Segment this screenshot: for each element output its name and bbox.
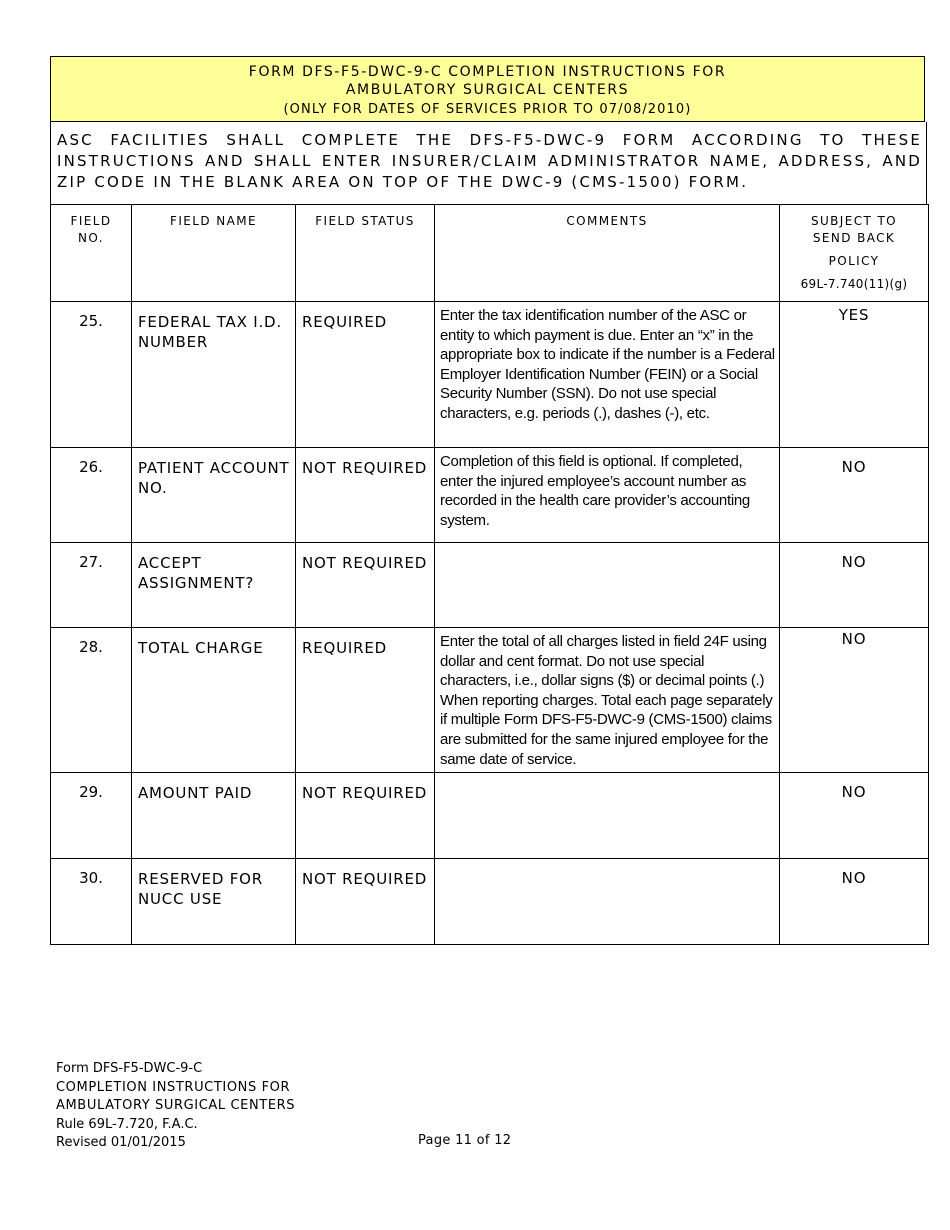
field-comment	[435, 859, 780, 945]
footer-line3: AMBULATORY SURGICAL CENTERS	[56, 1098, 296, 1114]
header-field-name: FIELD NAME	[132, 205, 296, 302]
field-name: TOTAL CHARGE	[132, 628, 296, 773]
header-field-no-line2: NO.	[78, 231, 104, 245]
header-subject-line1: SUBJECT TO	[810, 214, 898, 228]
field-comment: Enter the total of all charges listed in field 24F using dollar and cent format. Do not use special characters, i.e., dollar signs ($) or decimal points (.) When reporting charges. Total each page separately if multiple Form DFS-F5-DWC-9 (CMS-1500) claims are submitted for the same injured employee for the same date of service.	[435, 628, 780, 773]
field-comment	[435, 773, 780, 859]
field-name: PATIENT ACCOUNT NO.	[132, 448, 296, 543]
field-status: REQUIRED	[296, 628, 435, 773]
footer-line1: Form DFS-F5-DWC-9-C	[56, 1061, 203, 1076]
header-field-status: FIELD STATUS	[296, 205, 435, 302]
header-subject-line2: SEND BACK	[812, 231, 896, 245]
field-subject: NO	[780, 448, 929, 543]
field-status: NOT REQUIRED	[296, 543, 435, 628]
table-row	[51, 773, 929, 859]
footer-form-info	[56, 1060, 295, 1153]
table-row	[51, 448, 929, 543]
field-no: 27.	[51, 543, 132, 628]
page-number: Page 11 of 12	[418, 1133, 512, 1148]
field-no: 25.	[51, 302, 132, 448]
header-subject-line4: 69L-7.740(11)(g)	[800, 277, 908, 291]
header-field-no	[51, 205, 132, 302]
field-subject: NO	[780, 628, 929, 773]
field-name: AMOUNT PAID	[132, 773, 296, 859]
field-status: NOT REQUIRED	[296, 773, 435, 859]
table-row	[51, 302, 929, 448]
form-title-line3: (ONLY FOR DATES OF SERVICES PRIOR TO 07/08/2010)	[283, 102, 692, 117]
field-no: 29.	[51, 773, 132, 859]
form-title-box	[50, 56, 925, 122]
intro-instructions: ASC FACILITIES SHALL COMPLETE THE DFS-F5-DWC-9 FORM ACCORDING TO THESE INSTRUCTIONS AND SHALL ENTER INSURER/CLAIM ADMINISTRATOR NAME, ADDRESS, AND ZIP CODE IN THE BLANK AREA ON TOP OF THE DWC-9 (CMS-1500) FORM.	[50, 122, 927, 204]
footer-line4: Rule 69L-7.720, F.A.C.	[56, 1116, 198, 1132]
form-title-line1: FORM DFS-F5-DWC-9-C COMPLETION INSTRUCTIONS FOR	[248, 64, 727, 80]
instructions-table	[50, 204, 929, 945]
field-subject: NO	[780, 859, 929, 945]
field-subject: YES	[780, 302, 929, 448]
header-subject	[780, 205, 929, 302]
field-no: 30.	[51, 859, 132, 945]
field-status: REQUIRED	[296, 302, 435, 448]
header-comments: COMMENTS	[435, 205, 780, 302]
field-no: 28.	[51, 628, 132, 773]
field-name: FEDERAL TAX I.D. NUMBER	[132, 302, 296, 448]
field-subject: NO	[780, 773, 929, 859]
header-row	[51, 205, 929, 302]
field-subject: NO	[780, 543, 929, 628]
table-row	[51, 628, 929, 773]
field-comment	[435, 543, 780, 628]
field-comment: Completion of this field is optional. If completed, enter the injured employee’s account number as recorded in the health care provider’s accounting system.	[435, 448, 780, 543]
field-no: 26.	[51, 448, 132, 543]
table-row	[51, 543, 929, 628]
form-title-line2: AMBULATORY SURGICAL CENTERS	[345, 82, 630, 98]
field-name: RESERVED FOR NUCC USE	[132, 859, 296, 945]
header-subject-line3: POLICY	[828, 254, 880, 268]
field-name: ACCEPT ASSIGNMENT?	[132, 543, 296, 628]
field-status: NOT REQUIRED	[296, 448, 435, 543]
footer-line2: COMPLETION INSTRUCTIONS FOR	[56, 1079, 291, 1095]
footer-line5: Revised 01/01/2015	[56, 1135, 186, 1151]
field-status: NOT REQUIRED	[296, 859, 435, 945]
table-row	[51, 859, 929, 945]
field-comment: Enter the tax identification number of the ASC or entity to which payment is due. Enter an “x” in the appropriate box to indicate if the number is a Federal Employer Identification Number (FEIN) or a Social Security Number (SSN). Do not use special characters, e.g. periods (.), dashes (-), etc.	[435, 302, 780, 448]
header-field-no-line1: FIELD	[70, 214, 112, 228]
